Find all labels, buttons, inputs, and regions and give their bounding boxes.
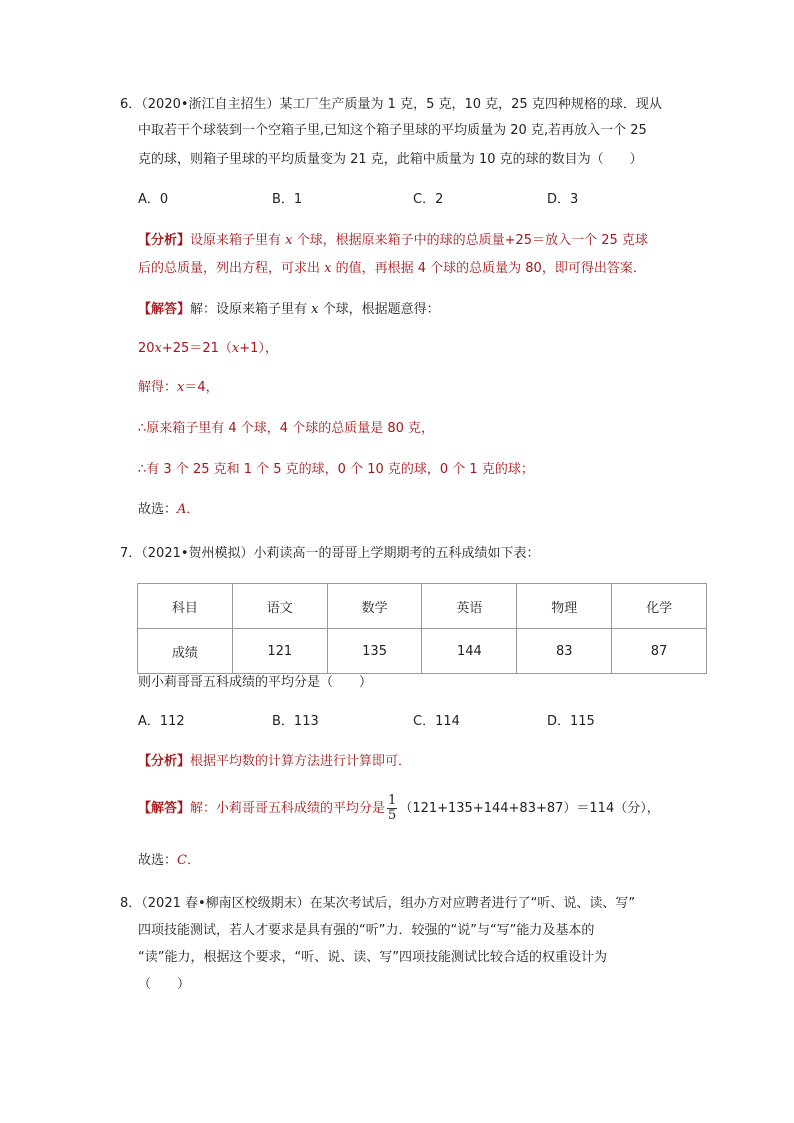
q7-answer (138, 794, 660, 824)
q6-analysis-text: 个球，根据原来箱子中的球的总质量+25＝放入一个 25 克球 (292, 233, 648, 248)
q6-number: 6． (120, 97, 142, 112)
table-row (138, 629, 707, 674)
q6-conclusion-2: ∴有 3 个 25 克和 1 个 5 克的球，0 个 10 克的球，0 个 1 克的球； (138, 462, 534, 477)
q6-line-2: 中取若干个球装到一个空箱子里,已知这个箱子里球的平均质量为 20 克,若再放入一个 25 (138, 123, 647, 138)
q6-answer-tag: 【解答】 (138, 302, 191, 317)
eq-part: 20 (138, 341, 155, 356)
scores-table (137, 583, 707, 674)
q8-line-3: “读”能力，根据这个要求，“听、说、读、写”四项技能测试比较合适的权重设计为 (138, 950, 607, 965)
q8-text-1: 在某次考试后，组办方对应聘者进行了“听、说、读、写” (309, 896, 636, 911)
q7-option-a: A．112 (138, 714, 185, 729)
q7-question: 则小莉哥哥五科成绩的平均分是（ ） (138, 675, 373, 690)
choose-letter: C (177, 853, 187, 868)
q8-line-2: 四项技能测试，若人才要求是具有强的“听”力．较强的“说”与“写”能力及基本的 (138, 923, 595, 938)
table-cell: 144 (422, 629, 517, 674)
q6-text-1: 某工厂生产质量为 1 克，5 克，10 克，25 克四种规格的球．现从 (279, 97, 662, 112)
q7-option-d: D．115 (547, 714, 595, 729)
var-x: x (154, 341, 162, 356)
q7-option-c: C．114 (413, 714, 460, 729)
table-header-row (138, 584, 707, 629)
table-cell: 87 (612, 629, 707, 674)
table-cell: 135 (327, 629, 422, 674)
q7-source: （2021•贺州模拟） (141, 546, 254, 561)
q6-analysis-line-2 (138, 259, 646, 279)
q7-analysis-text: 根据平均数的计算方法进行计算即可． (190, 754, 412, 769)
var-x: x (311, 302, 319, 317)
q6-analysis-text: 设原来箱子里有 (190, 233, 286, 248)
q6-analysis-tag: 【分析】 (138, 233, 191, 248)
table-cell: 83 (517, 629, 612, 674)
fraction (387, 794, 397, 823)
q6-option-c: C．2 (413, 192, 444, 207)
q7-choose (138, 851, 200, 871)
q7-answer-tag: 【解答】 (138, 801, 191, 816)
var-x: x (324, 261, 332, 276)
table-cell: 成绩 (138, 629, 233, 674)
eq-part: +1）， (239, 341, 278, 356)
q7-analysis-tag: 【分析】 (138, 754, 191, 769)
q6-analysis-text: 后的总质量，列出方程，可求出 (138, 261, 325, 276)
q6-choose (138, 500, 199, 520)
q6-answer-line-1 (138, 300, 440, 320)
table-cell: 科目 (138, 584, 233, 629)
q6-conclusion-1: ∴原来箱子里有 4 个球，4 个球的总质量是 80 克， (138, 421, 435, 436)
q6-analysis-line-1 (138, 231, 648, 251)
eq-part: +25＝21（ (161, 341, 232, 356)
q7-line-1 (120, 544, 540, 564)
table-cell: 数学 (327, 584, 422, 629)
q6-answer-text: 个球，根据题意得： (318, 302, 440, 317)
q6-source: （2020•浙江自主招生） (141, 97, 280, 112)
q7-number: 7． (120, 546, 142, 561)
table-cell: 化学 (612, 584, 707, 629)
q7-answer-text: 解：小莉哥哥五科成绩的平均分是 (190, 801, 386, 816)
eq-part: ＝4， (184, 380, 219, 395)
eq-part: 解得： (138, 380, 178, 395)
q8-number: 8． (120, 896, 142, 911)
q8-line-1 (120, 894, 635, 914)
table-cell: 语文 (232, 584, 327, 629)
q6-answer-text: 解：设原来箱子里有 (190, 302, 312, 317)
q7-text: 小莉读高一的哥哥上学期期考的五科成绩如下表： (253, 546, 540, 561)
var-x: x (285, 233, 293, 248)
q6-line-1 (120, 95, 662, 115)
q6-line-3: 克的球，则箱子里球的平均质量变为 21 克，此箱中质量为 10 克的球的数目为（ ） (138, 152, 643, 167)
q7-answer-expression: （121+135+144+83+87）＝114（分）， (399, 801, 660, 816)
choose-end: ． (186, 853, 200, 868)
q8-line-4: （ ） (138, 977, 191, 992)
var-x: x (231, 341, 240, 356)
q7-option-b: B．113 (272, 714, 319, 729)
choose-label: 故选： (138, 502, 178, 517)
choose-label: 故选： (138, 853, 178, 868)
q7-analysis (138, 752, 411, 772)
choose-end: ． (186, 502, 200, 517)
table-cell: 英语 (422, 584, 517, 629)
q6-option-d: D．3 (547, 192, 579, 207)
q6-equation (138, 339, 278, 359)
q6-analysis-text: 的值，再根据 4 个球的总质量为 80，即可得出答案． (331, 261, 646, 276)
q6-solve (138, 378, 219, 398)
fraction-denominator: 5 (388, 808, 397, 823)
q8-source: （2021 春•柳南区校级期末） (141, 896, 310, 911)
q6-option-b: B．1 (272, 192, 303, 207)
table-cell: 物理 (517, 584, 612, 629)
var-x: x (177, 380, 185, 395)
q6-option-a: A．0 (138, 192, 169, 207)
choose-letter: A (177, 502, 187, 517)
table-cell: 121 (232, 629, 327, 674)
fraction-numerator: 1 (388, 793, 397, 808)
